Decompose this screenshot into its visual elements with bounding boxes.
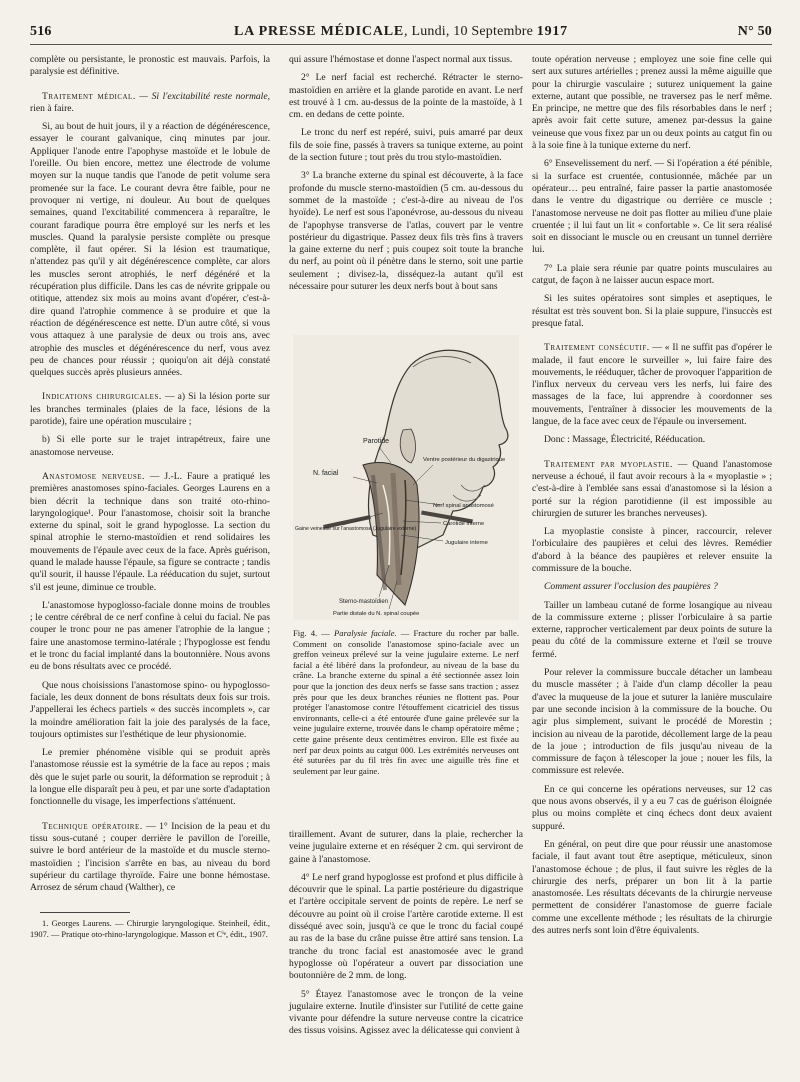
label-spinal: Nerf spinal anastomosé — [433, 503, 494, 509]
figure-title: Paralysie faciale. — [329, 628, 397, 638]
paragraph: 3° La branche externe du spinal est découverte, à la face profonde du muscle sterno-mastoïdien (5 cm. au-dessous du sommet de la mastoïde ; c'est-à-dire au niveau de l'os hyoïde). Le nerf est sous l'aponévrose, au-dessous du niveau de l'apophyse transverse de l'atlas, couvert par le ventre postérieur du digastrique. Passez deux fils très fins à travers la gaine externe du nerf ; puis coupez soit toute la branche du nerf, au point où il pénètre dans le sterno, soit une partie seulement ; divisez-la, disséquez-la autant qu'il est nécessaire pour suturer les deux nerfs bout à bout sans — [289, 170, 523, 293]
paragraph: L'anastomose hypoglosso-faciale donne moins de troubles ; le centre cérébral de ce nerf confine à celui du facial. Ne pas couper le tronc pour ne pas amener l'atrophie de la langue ; faire une anastomose termino-latérale ; l'hypoglosse est fendu et le tronc du facial implanté dans la boutonnière. Nous avons eu de bons résultats avec ce procédé. — [30, 599, 270, 673]
paragraph: Que nous choisissions l'anastomose spino- ou hypoglosso-faciale, les deux donnent de bons résultats deux fois sur trois. J'appellerai les échecs partiels « des succès incomplets », car la moindre amélioration fait la joie des paralysés de la face, toujours optimistes sur l'esthétique de leur physionomie. — [30, 679, 270, 740]
paragraph: 7° La plaie sera réunie par quatre points musculaires au catgut, de façon à ne laisser aucun espace mort. — [532, 262, 772, 287]
paragraph: Si, au bout de huit jours, il y a réaction de dégénérescence, essayer le courant galvanique, cinq minutes par jour. Appliquer l'anode entre l'apophyse mastoïde et le lobule de l'oreille. Ou bien encore, mettez une électrode de volume moyen sur la nuque tandis que l'anode de petit volume sera promenée sur la face. Le courant devra être faible, pour ne provoquer ni vertige, ni douleur. Au bout de quelques semaines, quand l'excitabilité commencera à reparaître, le courant faradique pourra être employé sur les nerfs et les muscles. Quand la paralysie persiste complète ou presque complète, il faut opérer. Si la lésion est traumatique, n'attendez pas qu'il y ait dégénérescence complète, car alors les muscles seront atrophiés, le nerf dégénéré et la récupération plus difficile. Dans les cas de névrite grippale ou otitique, attendez six mois au moins avant d'opérer, c'est-à-dire quand l'atrophie commence à se produire et que la réaction de dégénérescence est nette. D'un autre côté, si vous vous attaquez à une paralysie de deux ou trois ans, avec atrophie des muscles et dégénérescence du nerf, vous avez peu de chances pour réussir ; quoiqu'on ait déjà constaté quelques succès après plusieurs années. — [30, 121, 270, 379]
page-number: 516 — [30, 24, 52, 39]
paragraph: b) Si elle porte sur le trajet intrapétreux, faire une anastomose nerveuse. — [30, 434, 270, 458]
label-digastrique: Ventre postérieur du digastrique — [423, 457, 506, 463]
section-heading: Anastomose nerveuse. — [42, 470, 145, 482]
paragraph: toute opération nerveuse ; employez une soie fine celle qui sert aux sutures artérielles ; prenez aussi la même aiguille que pour la chirurgie vasculaire ; suturez uniquement la gaine externe, autant que possible, ne traversez pas le nerf même. En principe, ne mettre que des fils résorbables dans le nerf ; après avoir fait cette suture, amenez par-dessus la gaine veineuse que vous fixez par un ou deux points au catgut fin ou à la soie fine à la tunique externe du nerf. — [532, 54, 772, 152]
journal-title-line: LA PRESSE MÉDICALE, Lundi, 10 Septembre 1917 — [234, 24, 568, 39]
section-paragraph: Traitement médical. — Si l'excitabilité reste normale, rien à faire. — [30, 90, 270, 114]
paragraph: Tailler un lambeau cutané de forme losangique au niveau de la commissure externe ; plisser l'orbiculaire à sa partie externe, rapprocher verticalement par deux points de suture la peau du côté de la commissure externe et l'œil se trouve fermé. — [532, 599, 772, 660]
paragraph: Si les suites opératoires sont simples et aseptiques, le résultat est très souvent bon. Si la plaie suppure, l'insuccès est presque fatal. — [532, 293, 772, 329]
paragraph: Le tronc du nerf est repéré, suivi, puis amarré par deux fils de soie fine, passés à travers sa tunique externe, au point de la section future ; tout près du trou stylo-mastoïdien. — [289, 127, 523, 164]
label-gaine: Gaine veineuse sur l'anastomose (Jugulaire externe) — [295, 526, 417, 532]
paragraph: 5° Étayez l'anastomose avec le tronçon de la veine jugulaire externe. Inutile d'insister sur l'utilité de cette gaine vivante pour défendre la suture nerveuse contre la cicatrice des tissus voisins. Agissez avec la délicatesse qui convient à — [289, 988, 523, 1037]
paragraph: tiraillement. Avant de suturer, dans la plaie, rechercher la veine jugulaire externe et en réséquer 2 cm. qui serviront de gaine à l'anastomose. — [289, 829, 523, 865]
figure-number: Fig. 4. — — [293, 628, 330, 638]
subheading: Comment assurer l'occlusion des paupières ? — [544, 581, 718, 593]
paragraph: En général, on peut dire que pour réussir une anastomose faciale, il faut avant tout être aseptique, méticuleux, sinon l'anastomose échoue ; de plus, il faut suivre les règles de la chirurgie des nerfs, préparer un bon lit à la partie anastomosée. Les résultats décevants de la chirurgie nerveuse permettent de considérer l'anastomose de guerre faciale comme une excellente méthode ; les résultats de la chirurgie des autres nerfs sont loin d'être équivalents. — [532, 838, 772, 936]
footnote-rule — [40, 912, 130, 913]
issue-number: N° 50 — [737, 24, 772, 39]
label-sterno: Sterno-mastoïdien — [339, 599, 389, 605]
column-2-bottom — [289, 829, 523, 1044]
paragraph: 4° Le nerf grand hypoglosse est profond et plus difficile à découvrir que le spinal. La partie postérieure du digastrique et l'artère occipitale servent de points de repère. Le nerf se découvre au point où il croise l'artère carotide externe. Il est disséqué avec soin, jusqu'à ce que le tronc du facial coupé au ras de la base du crâne puisse être attiré sans tension. La tranche du tronc facial est anastomosée avec le grand hypoglosse où l'opérateur a ouvert par dissociation une boutonnière de 2 mm. de long. — [289, 871, 523, 982]
neck-dissection-illustration — [293, 335, 519, 620]
paragraph: Pour relever la commissure buccale détacher un lambeau du muscle masséter ; à l'aide d'un clamp décoller la peau d'avec la muqueuse de la joue et suturer la lanière musculaire par une seconde incision à la commissure de la bouche. Ou agir plus simplement, suivant le procédé de Morestin ; incision au niveau de la parotide, décollement large de la peau de la joue ; introduction de fils jusqu'au niveau de la commissure de façon à télescoper la joue ; nouer les fils, la commissure est relevée. — [532, 667, 772, 777]
label-facial: N. facial — [313, 470, 339, 477]
paragraph: La myoplastie consiste à pincer, raccourcir, relever l'orbiculaire des paupières et celui des lèvres. Remédier d'abord à la béance des paupières et relever ensuite la commissure de la bouche. — [532, 526, 772, 574]
issue-year: 1917 — [536, 24, 568, 39]
label-parotide: Parotide — [363, 438, 390, 445]
section-heading: Traitement médical. — [42, 90, 136, 102]
section-paragraph: Traitement par myoplastie. — Quand l'anastomose nerveuse a échoué, il faut avoir recours à la « myoplastie » ; c'est-à-dire à l'emblée sans essai d'anastomose si la lésion a porté sur la région parotidienne (il est impossible au chirurgien de suturer les branches nerveuses). — [532, 458, 772, 519]
column-1 — [30, 54, 270, 1054]
footnote: 1. Georges Laurens. — Chirurgie laryngologique. Steinheil, édit., 1907. — Pratique oto-rhino-laryngologique. Masson et Cⁱᵉ, édit., 1907. — [30, 919, 270, 940]
journal-name: LA PRESSE MÉDICALE — [234, 24, 405, 39]
figure-caption — [293, 628, 519, 776]
section-paragraph: Traitement consécutif. — « Il ne suffit pas d'opérer le malade, il faut encore le surveiller », lui faire faire des mouvements, le rééduquer, tâcher de provoquer l'apparition de l'influx nerveux du cerveau vers les nerfs, lui faire des massages de la face, lui apprendre à coordonner ses mouvements, l'entraîner à dissocier les mouvements de la langue, de la face avec ceux de l'épaule ou inversement. — [532, 342, 772, 428]
section-heading: Indications chirurgicales. — [42, 391, 162, 403]
section-paragraph: Indications chirurgicales. — a) Si la lésion porte sur les branches terminales (plaies de la face, lésions de la parotide), faire une opération musculaire ; — [30, 391, 270, 428]
label-carotide: Carotide interne — [443, 521, 485, 527]
paragraph: Le premier phénomène visible qui se produit après l'anastomose réussie est la symétrie de la face au repos ; mais dès que le sujet parle ou sourit, la déformation se reproduit ; à la longue elle disparaît peu à peu, et par une sorte d'adaptation fonctionnelle du visage, les imperfections s'atténuent. — [30, 747, 270, 808]
anatomical-figure — [293, 335, 519, 620]
paragraph: Donc : Massage, Électricité, Rééducation. — [544, 434, 706, 446]
label-jugulaire: Jugulaire interne — [445, 540, 488, 546]
paragraph: complète ou persistante, le pronostic est mauvais. Parfois, la paralysie est définitive. — [30, 54, 270, 78]
section-paragraph: Anastomose nerveuse. — J.-L. Faure a pratiqué les premières anastomoses spino-faciales. Georges Laurens en a bien décrit la technique dans son traité oto-rhino-laryngologique¹. Pour l'anastomose, choisir soit la branche externe du spinal, soit le grand hypoglosse. La section du spinal atrophie le sterno-mastoïdien et rend solidaires les mouvements de l'épaule avec ceux de la face. Après guérison, quand le malade hausse l'épaule, sa figure se contracte ; tandis qu'il sourit, il hausse l'épaule. La rééducation du sujet, surtout s'il est jeune, diminue ce trouble. — [30, 470, 270, 593]
label-distale: Partie distale du N. spinal coupée — [333, 611, 420, 617]
running-header — [30, 22, 772, 45]
paragraph: 2° Le nerf facial est recherché. Rétracter le sterno-mastoïdien en arrière et la glande parotide en avant. Le nerf est trouvé à 1 cm. au-dessus de la pointe de la mastoïde, à 1 cm. en dedans de cette pointe. — [289, 72, 523, 121]
column-3 — [532, 54, 772, 943]
column-2-top — [289, 54, 523, 299]
paragraph: 6° Ensevelissement du nerf. — Si l'opération a été pénible, si la surface est cruentée, contusionnée, mâchée par un opérateur… peu entraîné, faire passer la partie anastomosée dans le ventre du digastrique ou derrière ce muscle ; l'anastomose nerveuse ne doit pas flotter au milieu d'une plaie cruentée ; il lui faut un lit « confortable ». Ce lit sera réalisé soit en dissociant le muscle ou en creusant un tunnel derrière lui. — [532, 158, 772, 256]
section-heading: Traitement par myoplastie. — [544, 458, 673, 470]
figure-caption-text: — Fracture du rocher par balle. Comment on consolide l'anastomose spino-faciale avec un greffon veineux prélevé sur la veine jugulaire externe. Le nerf facial a été libéré dans la profondeur, au niveau de la base du crâne. La branche externe du spinal a été sectionnée assez loin pour que la jonction des deux nerfs se fasse sans traction ; assez près pour que les deux branches réunies ne flottent pas. Pour protéger l'anastomose contre l'étouffement cicatriciel des tissus environnants, celle-ci a été entourée d'une gaine prélevée sur la veine jugulaire externe, trouvée dans le champ opératoire même ; cette gaine présente deux centimètres environ. Elle est fixée au nerf par deux points au catgut 000. Les extrémités nerveuses ont été suturées par du fil très fin avec une aiguille très fine et seulement par leur gaine. — [293, 628, 519, 776]
issue-date: Lundi, 10 Septembre — [411, 24, 534, 39]
section-heading: Technique opératoire. — [42, 820, 143, 832]
paragraph: qui assure l'hémostase et donne l'aspect normal aux tissus. — [289, 54, 513, 65]
paragraph: En ce qui concerne les opérations nerveuses, sur 12 cas que nous avons observés, il y a eu 7 cas de guérison éloignée plus ou moins complète et cinq échecs dont deux avaient suppuré. — [532, 783, 772, 832]
section-heading: Traitement consécutif. — [544, 342, 650, 354]
section-paragraph: Technique opératoire. — 1° Incision de la peau et du tissu sous-cutané ; couper derrière le pavillon de l'oreille, suivre le bord antérieur de la mastoïde et du muscle sterno-mastoïdien ; l'incision s'arrête en bas, au niveau du bord supérieur du cartilage thyroïde. Faire une bonne hémostase. Arrosez de sérum chaud (Walther), ce — [30, 820, 270, 894]
